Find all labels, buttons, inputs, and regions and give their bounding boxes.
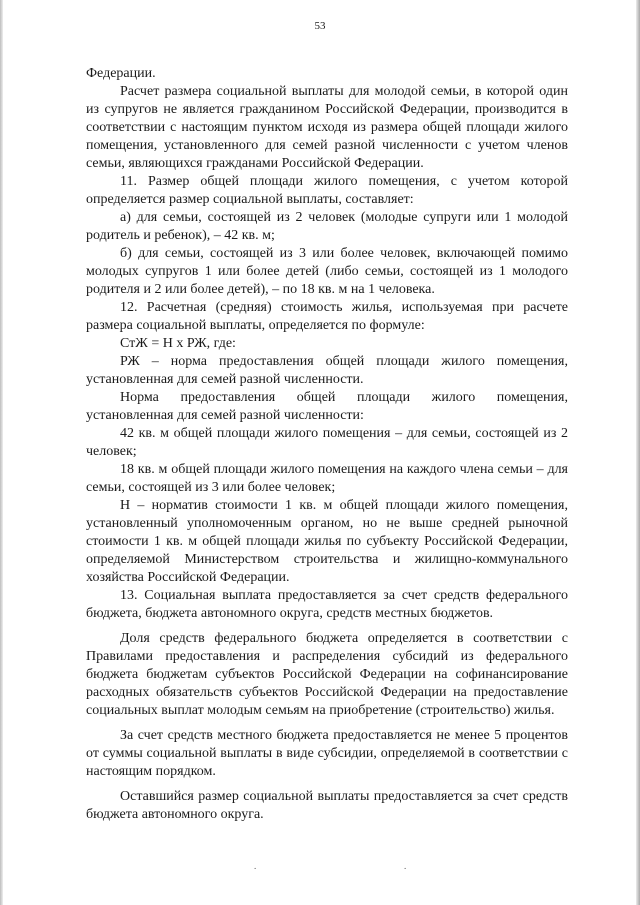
scan-edge-right xyxy=(636,0,640,905)
paragraph-rzh-definition: РЖ – норма предоставления общей площади жилого помещения, установленная для семей разной численности. xyxy=(86,354,568,387)
page-number: 53 xyxy=(314,20,326,32)
footer-mark: . xyxy=(254,861,257,871)
footer-mark: . xyxy=(404,861,407,871)
paragraph-11b: б) для семьи, состоящей из 3 или более человек, включающей помимо молодых супругов 1 или более детей (либо семьи, состоящей из 1 молодого родителя и 2 или более детей), – по 18 кв. м на 1 человека. xyxy=(86,246,568,297)
paragraph-norm-3-persons: 18 кв. м общей площади жилого помещения на каждого члена семьи – для семьи, состоящей из 3 или более человек; xyxy=(86,462,568,495)
formula: СтЖ = Н х РЖ, где: xyxy=(120,336,236,351)
paragraph-norm: Норма предоставления общей площади жилого помещения, установленная для семей разной численности: xyxy=(86,390,568,423)
paragraph-13-funding: 13. Социальная выплата предоставляется за счет средств федерального бюджета, бюджета автономного округа, средств местных бюджетов. xyxy=(86,588,568,621)
paragraph-federal-share: Доля средств федерального бюджета определяется в соответствии с Правилами предоставления и распределения субсидий из федерального бюджета бюджетам субъектов Российской Федерации на софинансирование расходных обязательств субъектов Российской Федерации на предоставление социальных выплат молодым семьям на приобретение (строительство) жилья. xyxy=(86,631,568,718)
document-body xyxy=(86,65,568,824)
paragraph-foreign-spouse: Расчет размера социальной выплаты для молодой семьи, в которой один из супругов не является гражданином Российской Федерации, производится в соответствии с настоящим пунктом исходя из размера общей площади жилого помещения, установленного для семей разной численности с учетом членов семьи, являющихся гражданами Российской Федерации. xyxy=(86,84,568,171)
paragraph-12-cost: 12. Расчетная (средняя) стоимость жилья, используемая при расчете размера социальной выплаты, определяется по формуле: xyxy=(86,300,568,333)
paragraph-11-area-size: 11. Размер общей площади жилого помещения, с учетом которой определяется размер социальной выплаты, составляет: xyxy=(86,174,568,207)
paragraph-local-share: За счет средств местного бюджета предоставляется не менее 5 процентов от суммы социальной выплаты в виде субсидии, определяемой в соответствии с настоящим порядком. xyxy=(86,728,568,779)
paragraph-continuation: Федерации. xyxy=(86,66,156,81)
paragraph-n-definition: Н – норматив стоимости 1 кв. м общей площади жилого помещения, установленный уполномоченным органом, но не выше средней рыночной стоимости 1 кв. м общей площади жилья по субъекту Российской Федерации, определяемой Министерством строительства и жилищно-коммунального хозяйства Российской Федерации. xyxy=(86,498,568,585)
paragraph-11a: а) для семьи, состоящей из 2 человек (молодые супруги или 1 молодой родитель и ребенок), – 42 кв. м; xyxy=(86,210,568,243)
paragraph-remaining-share: Оставшийся размер социальной выплаты предоставляется за счет средств бюджета автономного округа. xyxy=(86,789,568,822)
paragraph-norm-2-persons: 42 кв. м общей площади жилого помещения – для семьи, состоящей из 2 человек; xyxy=(86,426,568,459)
scan-edge-left xyxy=(0,0,3,905)
